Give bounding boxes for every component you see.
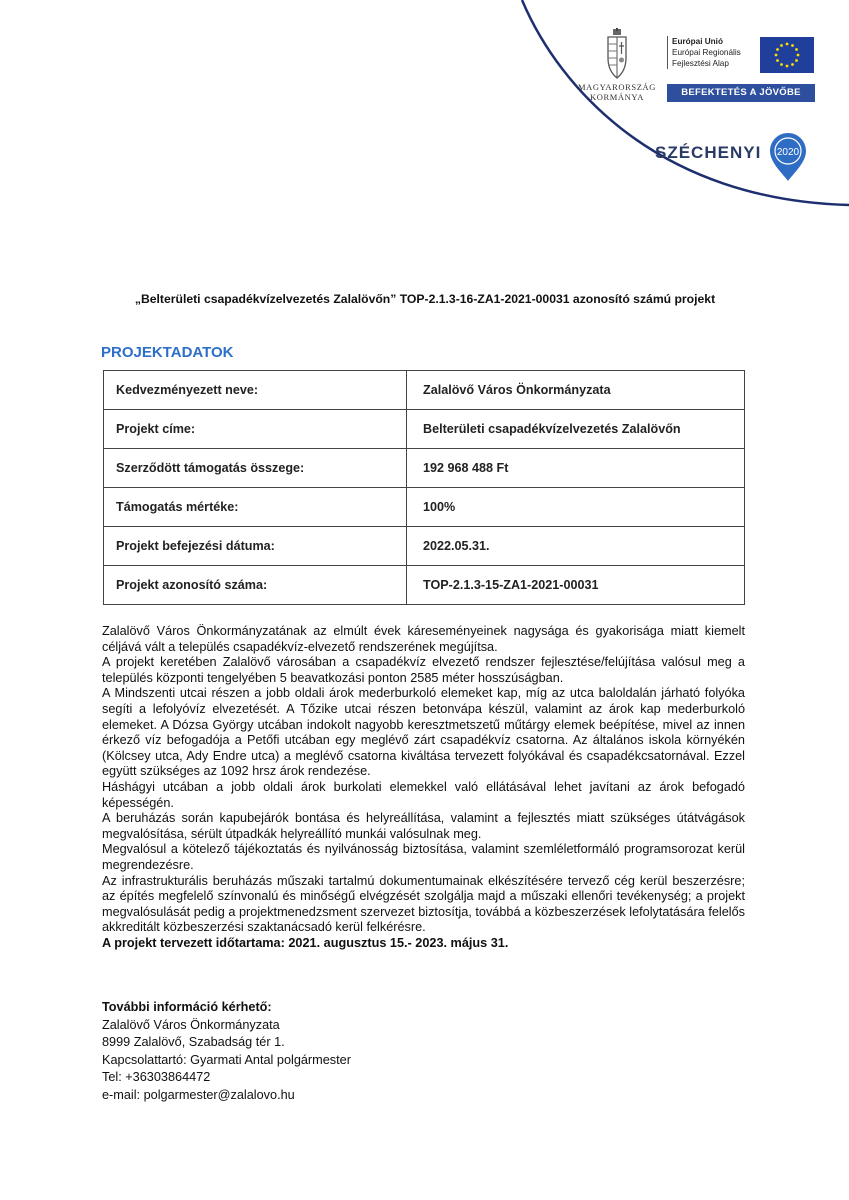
table-value: Zalalövő Város Önkormányzata: [407, 371, 745, 410]
government-name-line2: KORMÁNYA: [590, 92, 644, 102]
location-pin-icon: [768, 131, 808, 183]
contact-person: Kapcsolattartó: Gyarmati Antal polgármester: [102, 1052, 351, 1067]
eu-line-3: Fejlesztési Alap: [672, 59, 729, 68]
eu-fund-logo: [667, 36, 815, 98]
project-description: [102, 624, 745, 951]
paragraph: Az infrastrukturális beruházás műszaki tartalmú dokumentumainak elkészítésére tervező cég kerül beszerzésre; az építés megfelelő színvonalú és minőségű elvégzését szolgálja majd a műszaki ellenőri tevékenység; a projekt megvalósulását pedig a projektmenedzsment szervezet biztosítja, továbbá a közbeszerzések lefolytatására felelős akkreditált közbeszerzési szaktanácsadó kerül felkérésre.: [102, 873, 745, 935]
eu-banner: BEFEKTETÉS A JÖVŐBE: [667, 84, 815, 102]
table-label: Projekt befejezési dátuma:: [104, 527, 407, 566]
contact-phone: Tel: +36303864472: [102, 1070, 211, 1084]
contact-address: 8999 Zalalövő, Szabadság tér 1.: [102, 1035, 285, 1049]
paragraph: A projekt keretében Zalalövő városában a csapadékvíz elvezető rendszer fejlesztése/felújítása valósul meg a település központi tengelyében 5 beavatkozási ponton 2585 méter hosszúságban.: [102, 655, 745, 685]
paragraph: Zalalövő Város Önkormányzatának az elmúlt évek káreseményeinek nagysága és gyakorisága miatt kiemelt céljává vált a település csapadékvíz-elvezető rendszerének megújítsa.: [102, 624, 745, 654]
eu-line-1: Európai Unió: [672, 37, 723, 46]
document-title: „Belterületi csapadékvízelvezetés Zalalövőn” TOP-2.1.3-16-ZA1-2021-00031 azonosító számú projekt: [134, 292, 716, 306]
table-label: Projekt azonosító száma:: [104, 566, 407, 605]
contact-info: [102, 999, 602, 1104]
szechenyi-text: SZÉCHENYI: [655, 143, 762, 162]
project-data-table: [103, 370, 745, 605]
contact-organization: Zalalövő Város Önkormányzata: [102, 1017, 280, 1032]
contact-title: További információ kérhető:: [102, 1000, 272, 1014]
government-name-line1: MAGYARORSZÁG: [577, 82, 657, 92]
table-row: [104, 410, 745, 449]
government-logo: [572, 28, 662, 102]
table-value: Belterületi csapadékvízelvezetés Zalalövőn: [407, 410, 745, 449]
table-row: [104, 488, 745, 527]
szechenyi-year: 2020: [776, 147, 800, 158]
table-row: [104, 371, 745, 410]
paragraph: Háshágyi utcában a jobb oldali árok burkolati elemekkel való ellátásával lehet javítani az árok befogadó képességén.: [102, 779, 745, 810]
eu-flag-icon: [760, 37, 814, 73]
table-value: 100%: [407, 488, 745, 527]
table-value: 192 968 488 Ft: [407, 449, 745, 488]
table-label: Szerződött támogatás összege:: [104, 449, 407, 488]
coat-of-arms-icon: [604, 28, 630, 80]
contact-email: e-mail: polgarmester@zalalovo.hu: [102, 1087, 295, 1102]
table-row: [104, 527, 745, 566]
paragraph: Megvalósul a kötelező tájékoztatás és nyilvánosság biztosítása, valamint szemléletformáló programsorozat kerül megrendezésre.: [102, 842, 745, 872]
table-label: Projekt címe:: [104, 410, 407, 449]
table-row: [104, 449, 745, 488]
table-row: [104, 566, 745, 605]
project-duration: A projekt tervezett időtartama: 2021. augusztus 15.- 2023. május 31.: [102, 935, 509, 950]
header-arc-decoration: [0, 0, 849, 230]
section-heading: PROJEKTADATOK: [101, 344, 234, 361]
table-label: Támogatás mértéke:: [104, 488, 407, 527]
paragraph: A beruházás során kapubejárók bontása és helyreállítása, valamint a fejlesztés miatt szükséges útátvágások megvalósítása, sérült útpadkák helyreállító munkái valósulnak meg.: [102, 811, 745, 841]
eu-line-2: Európai Regionális: [672, 48, 741, 57]
table-label: Kedvezményezett neve:: [104, 371, 407, 410]
paragraph: A Mindszenti utcai részen a jobb oldali árok mederburkoló elemeket kap, míg az utca baloldalán járható folyóka segíti a lefolyóvíz elvezetését. A Tőzike utcai részen betonvápa készül, valamint az árok kap mederburkoló elemeket. A Dózsa György utcában indokolt nagyobb keresztmetszetű műtárgy elemek beépítése, mivel az innen érkező víz befogadója a Petőfi utcában egy meglévő zárt csapadékvíz csatorna. Az általános iskola környékén (Kölcsey utca, Ady Endre utca) a meglévő csatorna kiváltása tervezett folyókával és csapadékcsatornával. Ezzel együtt szükséges az 1092 hrsz árok rendezése.: [102, 686, 745, 779]
table-value: TOP-2.1.3-15-ZA1-2021-00031: [407, 566, 745, 605]
table-value: 2022.05.31.: [407, 527, 745, 566]
